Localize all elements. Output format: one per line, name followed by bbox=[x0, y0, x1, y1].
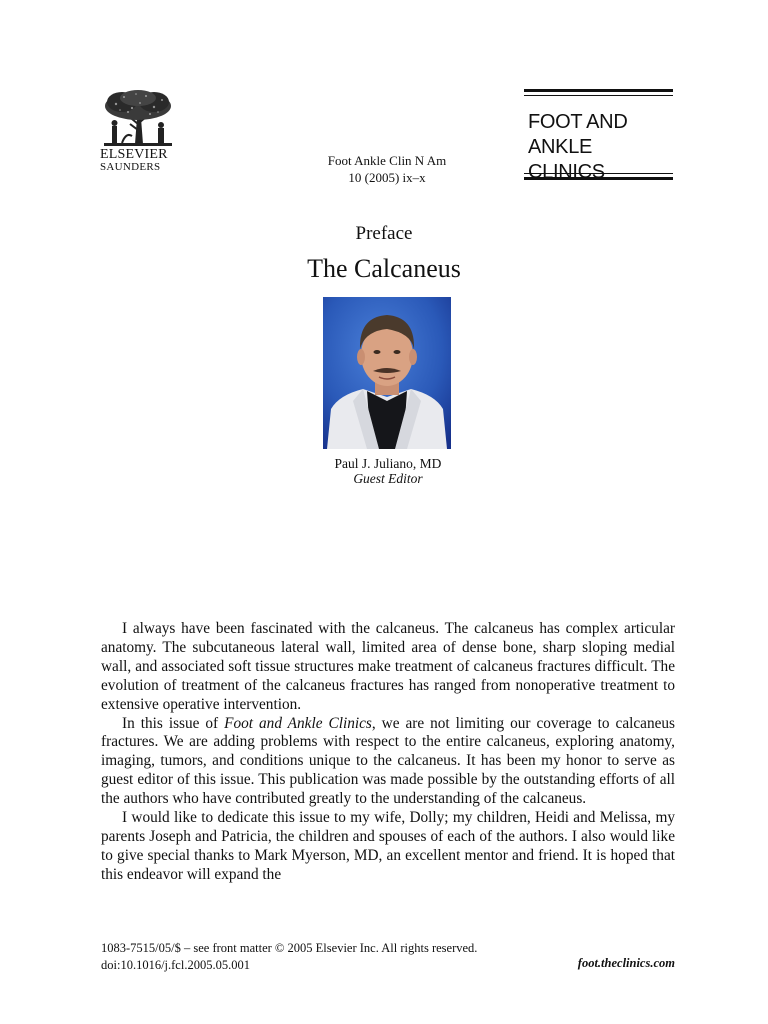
copyright-line: 1083-7515/05/$ – see front matter © 2005 Elsevier Inc. All rights reserved. bbox=[101, 941, 478, 955]
citation-journal: Foot Ankle Clin N Am bbox=[327, 153, 447, 168]
article-body bbox=[101, 620, 675, 885]
publisher-name: ELSEVIER bbox=[100, 147, 168, 162]
publisher-imprint: SAUNDERS bbox=[100, 161, 161, 173]
top-double-rule bbox=[524, 89, 673, 96]
p2-intro: In this issue of bbox=[122, 714, 225, 732]
journal-citation bbox=[300, 152, 474, 186]
article-title: The Calcaneus bbox=[307, 254, 461, 283]
body-paragraph-2 bbox=[101, 715, 675, 810]
citation-volume: 10 (2005) ix–x bbox=[348, 170, 426, 185]
p2-rest: , we are not limiting our coverage to calcaneus fractures. We are adding problems with respect to the entire calcaneus, exploring anatomy, imaging, tumors, and conditions unique to the calcaneus. It has been my honor to serve as guest editor of this issue. This publication was made possible by the outstanding efforts of all the authors who have contributed greatly to the understanding of the calcaneus. bbox=[101, 714, 676, 808]
body-paragraph-1: I always have been fascinated with the calcaneus. The calcaneus has complex articular anatomy. The subcutaneous lateral wall, limited area of dense bone, sharp sloping medial wall, and associated soft tissue structures make treatment of calcaneus fractures difficult. The evolution of treatment of the calcaneus fractures has ranged from nonoperative treatment to extensive operative intervention. bbox=[101, 620, 675, 713]
author-role: Guest Editor bbox=[353, 471, 423, 486]
journal-title-line1: FOOT AND bbox=[528, 111, 628, 133]
publisher-logo bbox=[100, 88, 176, 173]
p2-journal-name: Foot and Ankle Clinics bbox=[224, 714, 372, 732]
section-label: Preface bbox=[355, 223, 413, 244]
elsevier-tree-icon bbox=[102, 88, 174, 148]
author-name: Paul J. Juliano, MD bbox=[334, 456, 442, 471]
body-paragraph-3: I would like to dedicate this issue to my wife, Dolly; my children, Heidi and Melissa, my parents Joseph and Patricia, the children and spouses of each of the authors. I also would like to give special thanks to Mark Myerson, MD, an excellent mentor and friend. It is hoped that this endeavor will expand the bbox=[101, 809, 675, 883]
bottom-double-rule bbox=[524, 173, 673, 180]
journal-url[interactable]: foot.theclinics.com bbox=[577, 956, 675, 970]
author-photo bbox=[323, 297, 451, 449]
doi-line: doi:10.1016/j.fcl.2005.05.001 bbox=[101, 957, 250, 972]
journal-title-box bbox=[524, 89, 673, 181]
journal-title-line2: ANKLE CLINICS bbox=[528, 136, 605, 183]
footer-info bbox=[101, 940, 477, 973]
author-portrait-image bbox=[323, 297, 451, 449]
